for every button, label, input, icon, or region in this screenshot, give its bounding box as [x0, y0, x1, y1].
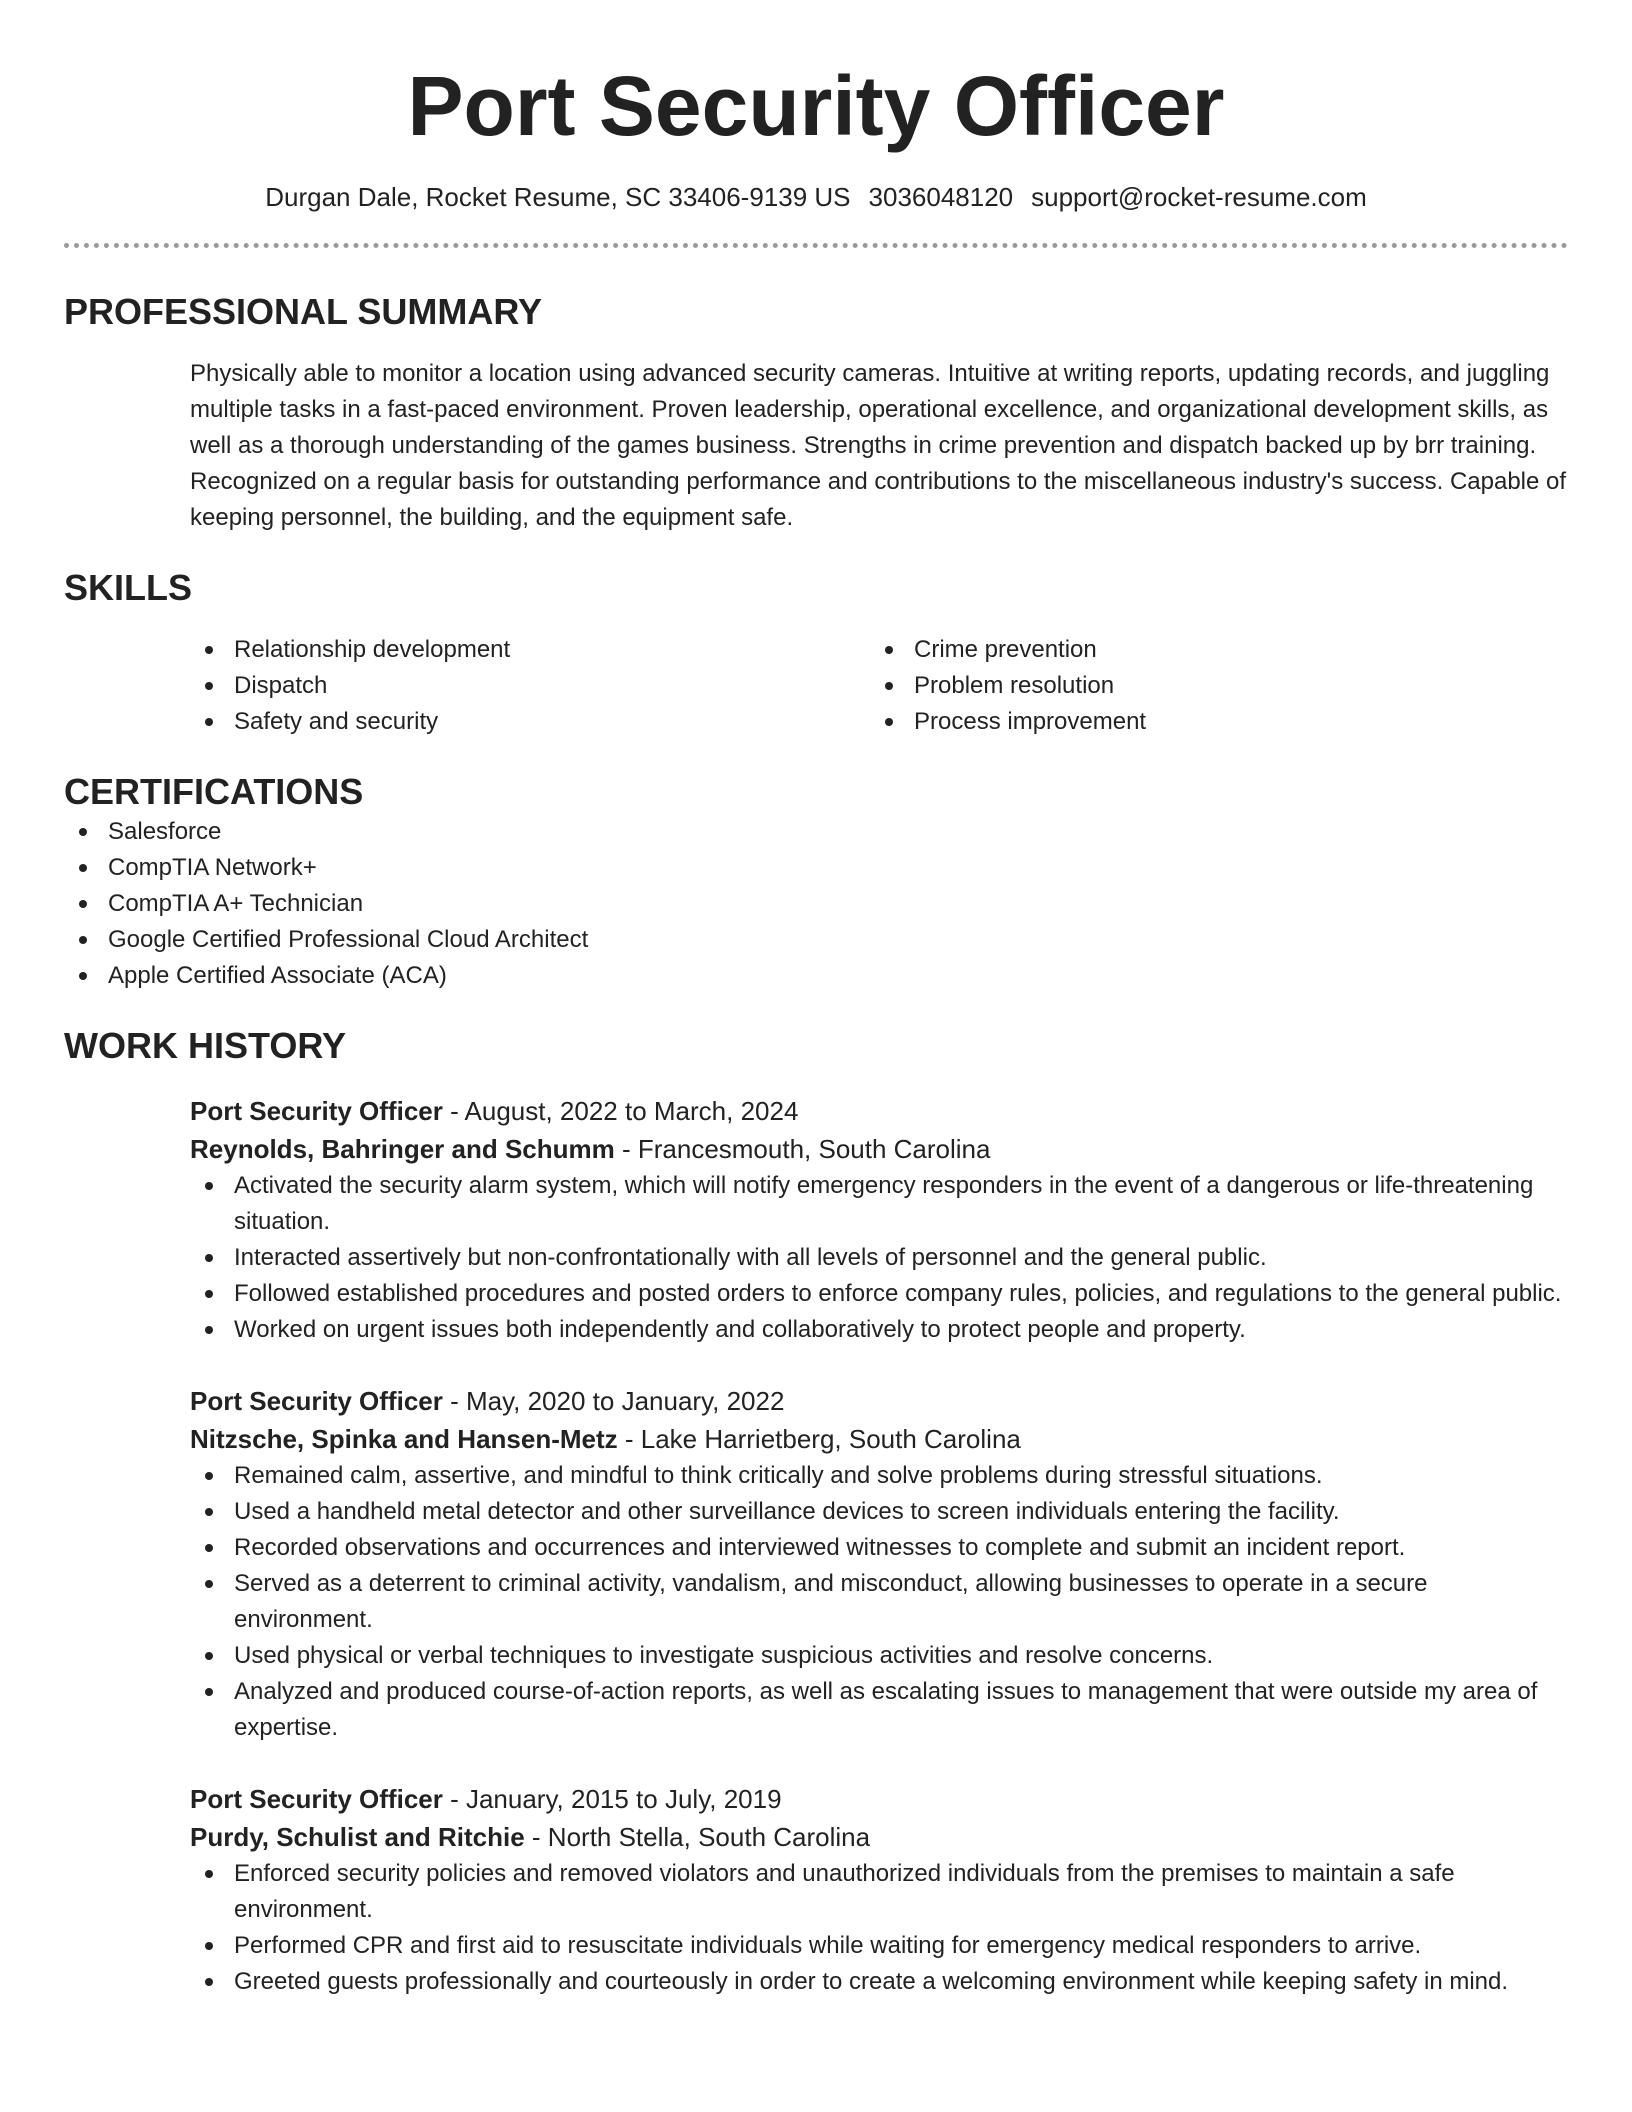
job-duty: Enforced security policies and removed violators and unauthorized individuals from the premises to maintain a safe environment.	[190, 1856, 1568, 1928]
skill-item: Dispatch	[190, 668, 870, 704]
job-duty: Performed CPR and first aid to resuscitate individuals while waiting for emergency medical responders to arrive.	[190, 1928, 1568, 1964]
skill-item: Relationship development	[190, 632, 870, 668]
job-duty: Interacted assertively but non-confrontationally with all levels of personnel and the general public.	[190, 1240, 1568, 1276]
job-role-line	[190, 1092, 1568, 1130]
job-duties-list	[190, 1856, 1568, 2000]
job-duty: Greeted guests professionally and courteously in order to create a welcoming environment while keeping safety in mind.	[190, 1964, 1568, 2000]
certifications-section	[64, 770, 1568, 994]
job-location: - Lake Harrietberg, South Carolina	[617, 1424, 1021, 1454]
job-entry	[190, 1780, 1568, 2000]
section-title-certifications: CERTIFICATIONS	[64, 771, 364, 812]
skills-grid	[190, 632, 1568, 740]
job-role: Port Security Officer	[190, 1096, 443, 1126]
job-company-line	[190, 1420, 1568, 1458]
job-role: Port Security Officer	[190, 1386, 443, 1416]
job-location: - North Stella, South Carolina	[524, 1822, 871, 1852]
resume-title: Port Security Officer	[407, 59, 1225, 153]
job-entry	[190, 1092, 1568, 1348]
skill-item: Crime prevention	[870, 632, 1550, 668]
job-duty: Followed established procedures and posted orders to enforce company rules, policies, and regulations to the general public.	[190, 1276, 1568, 1312]
job-duty: Used a handheld metal detector and other surveillance devices to screen individuals entering the facility.	[190, 1494, 1568, 1530]
job-duties-list	[190, 1458, 1568, 1746]
section-title-skills: SKILLS	[64, 567, 193, 608]
contact-email: support@rocket-resume.com	[1031, 182, 1367, 212]
section-title-summary: PROFESSIONAL SUMMARY	[64, 291, 543, 332]
certification-item: CompTIA Network+	[64, 850, 1568, 886]
job-dates: - January, 2015 to July, 2019	[442, 1784, 782, 1814]
contact-line	[64, 180, 1568, 214]
job-duty: Remained calm, assertive, and mindful to think critically and solve problems during stressful situations.	[190, 1458, 1568, 1494]
skill-item: Problem resolution	[870, 668, 1550, 704]
skills-column-right	[870, 632, 1550, 740]
job-duty: Worked on urgent issues both independently and collaboratively to protect people and property.	[190, 1312, 1568, 1348]
certification-item: Google Certified Professional Cloud Architect	[64, 922, 1568, 958]
job-location: - Francesmouth, South Carolina	[614, 1134, 991, 1164]
job-role-line	[190, 1780, 1568, 1818]
job-duty: Recorded observations and occurrences and interviewed witnesses to complete and submit an incident report.	[190, 1530, 1568, 1566]
job-company: Reynolds, Bahringer and Schumm	[190, 1134, 615, 1164]
skills-list-left	[190, 632, 870, 740]
certification-item: CompTIA A+ Technician	[64, 886, 1568, 922]
skills-list-right	[870, 632, 1550, 740]
certification-item: Salesforce	[64, 814, 1568, 850]
job-duty: Served as a deterrent to criminal activity, vandalism, and misconduct, allowing businesses to operate in a secure environment.	[190, 1566, 1568, 1638]
skill-item: Process improvement	[870, 704, 1550, 740]
job-company-line	[190, 1818, 1568, 1856]
job-role-line	[190, 1382, 1568, 1420]
certifications-list	[64, 814, 1568, 994]
job-company: Purdy, Schulist and Ritchie	[190, 1822, 525, 1852]
summary-text: Physically able to monitor a location using advanced security cameras. Intuitive at writing reports, updating records, and juggling multiple tasks in a fast-paced environment. Proven leadership, operational excellence, and organizational development skills, as well as a thorough understanding of the games business. Strengths in crime prevention and dispatch backed up by brr training. Recognized on a regular basis for outstanding performance and contributions to the miscellaneous industry's success. Capable of keeping personnel, the building, and the equipment safe.	[190, 360, 1567, 531]
work-history-section	[64, 1024, 1568, 2000]
job-company: Nitzsche, Spinka and Hansen-Metz	[190, 1424, 618, 1454]
job-dates: - August, 2022 to March, 2024	[442, 1096, 799, 1126]
skill-item: Safety and security	[190, 704, 870, 740]
contact-address: Durgan Dale, Rocket Resume, SC 33406-9139 US	[265, 182, 851, 212]
professional-summary-section	[64, 290, 1568, 536]
section-title-work-history: WORK HISTORY	[64, 1025, 347, 1066]
job-duties-list	[190, 1168, 1568, 1348]
job-duty: Analyzed and produced course-of-action reports, as well as escalating issues to management that were outside my area of expertise.	[190, 1674, 1568, 1746]
skills-column-left	[190, 632, 870, 740]
job-entry	[190, 1382, 1568, 1746]
job-duty: Used physical or verbal techniques to investigate suspicious activities and resolve concerns.	[190, 1638, 1568, 1674]
resume-header	[64, 0, 1568, 214]
contact-phone: 3036048120	[868, 182, 1014, 212]
certification-item: Apple Certified Associate (ACA)	[64, 958, 1568, 994]
job-company-line	[190, 1130, 1568, 1168]
job-duty: Activated the security alarm system, which will notify emergency responders in the event of a dangerous or life-threatening situation.	[190, 1168, 1568, 1240]
header-divider	[64, 243, 1568, 248]
job-dates: - May, 2020 to January, 2022	[442, 1386, 785, 1416]
job-role: Port Security Officer	[190, 1784, 443, 1814]
skills-section	[64, 566, 1568, 740]
